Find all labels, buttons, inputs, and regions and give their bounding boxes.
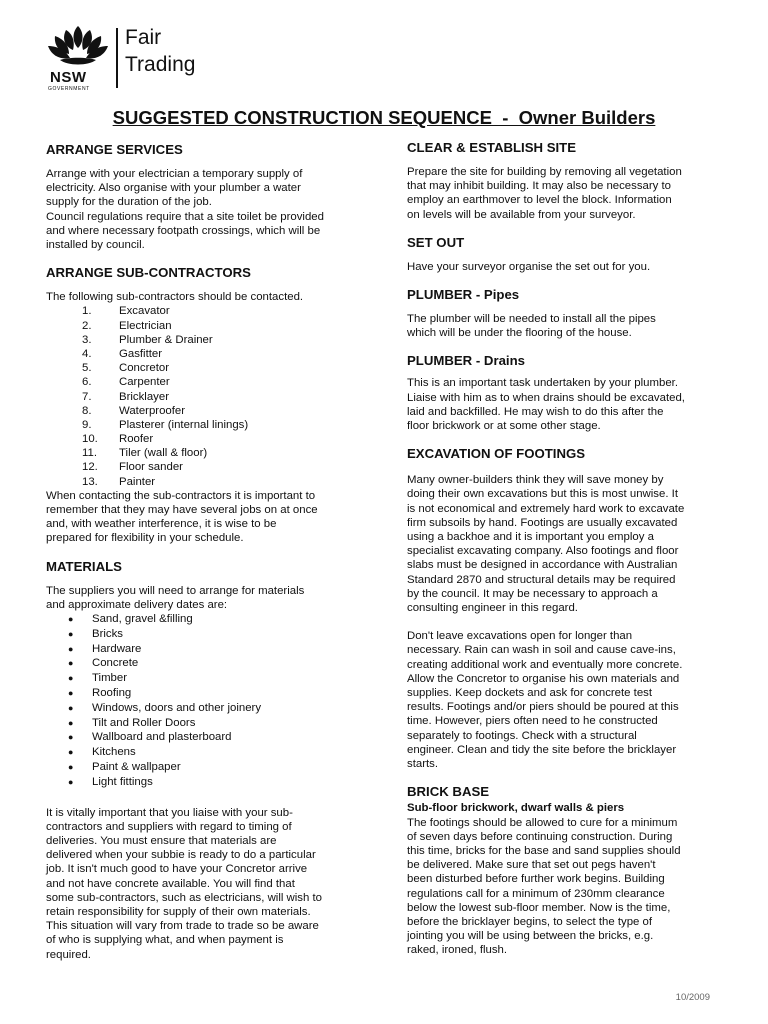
list-item: ● Light fittings: [68, 775, 153, 788]
list-item: 3. Plumber & Drainer: [82, 333, 213, 346]
list-item: 1. Excavator: [82, 305, 170, 318]
brick-base-subheading: Sub-floor brickwork, dwarf walls & piers: [407, 802, 625, 815]
list-item: 12. Floor sander: [82, 461, 183, 474]
list-item: 5. Concretor: [82, 362, 170, 375]
heading-plumber-drains: PLUMBER - Drains: [407, 353, 525, 369]
list-item: 4. Gasfitter: [82, 347, 163, 360]
list-item: 2. Electrician: [82, 319, 172, 332]
bullet-icon: ●: [68, 673, 74, 684]
bullet-icon: ●: [68, 628, 74, 639]
nsw-wordmark: NSW: [50, 69, 87, 86]
bullet-icon: ●: [68, 643, 74, 654]
plumber-drains-text: This is an important task undertaken by your plumber. Liaise with him as to when drains should be excavated, laid and backfilled. He may wish to do this after the floor brickwork or at some other stage.: [407, 377, 685, 433]
list-item: ● Sand, gravel &filling: [68, 613, 193, 626]
materials-note: It is vitally important that you liaise with your sub- contractors and suppliers with regard to timing of deliveries. You must ensure that materials are delivered when your subbie is ready to do a particular job. It isn't much good to have your Concretor arrive and not have concrete available. You will find that some sub-contractors, such as electricians, will wish to retain responsibility for supply of their own materials. This situation will vary from trade to trade so be aware of who is supplying what, and when payment is required.: [46, 806, 323, 961]
subcontractor-list: [46, 304, 368, 488]
list-item: ● Bricks: [68, 627, 124, 640]
bullet-icon: ●: [68, 614, 74, 625]
heading-materials: MATERIALS: [46, 558, 122, 574]
bullet-icon: ●: [68, 702, 74, 713]
brick-base-text: The footings should be allowed to cure for a minimum of seven days before continuing construction. During this time, bricks for the base and sand supplies should be delivered. Make sure that set out pegs haven't been disturbed before further work begins. Building regulations call for a minimum of 230mm clearance below the lowest sub-floor member. Now is the time, before the bricklayer begins, to select the type of jointing you will be using between the bricks, e.g. raked, ironed, flush.: [407, 816, 681, 957]
waratah-flower-icon: [46, 24, 110, 68]
list-item: 10. Roofer: [82, 433, 154, 446]
footer-date: 10/2009: [675, 992, 710, 1003]
plumber-pipes-text: The plumber will be needed to install all the pipes which will be under the flooring of the house.: [407, 313, 656, 340]
government-wordmark: GOVERNMENT: [48, 86, 90, 92]
list-item: ● Roofing: [68, 687, 132, 700]
list-item: 8. Waterproofer: [82, 404, 186, 417]
bullet-icon: ●: [68, 658, 74, 669]
list-item: ● Windows, doors and other joinery: [68, 701, 262, 714]
list-item: 13. Painter: [82, 475, 156, 488]
bullet-icon: ●: [68, 776, 74, 787]
excavation-text-1: Many owner-builders think they will save money by doing their own excavations but this is most unwise. It is not economical and extremely hard work to excavate firm subsoils by hand. Footings are usually excavated using a backhoe and it is important you employ a specialist excavating company. Also footings and floor slabs must be designed in accordance with Australian Standard 2870 and structural details may be required by the council. It may be necessary to approach a consulting engineer in this regard.: [407, 474, 685, 615]
bullet-icon: ●: [68, 688, 74, 699]
logo-divider: [116, 28, 118, 88]
list-item: 11. Tiler (wall & floor): [82, 447, 208, 460]
fair-wordmark: Fair: [125, 26, 162, 49]
right-column: [407, 139, 727, 958]
heading-set-out: SET OUT: [407, 234, 465, 250]
page-title: SUGGESTED CONSTRUCTION SEQUENCE - Owner Builders: [112, 107, 656, 128]
materials-list: [46, 612, 368, 790]
bullet-icon: ●: [68, 732, 74, 743]
list-item: ● Concrete: [68, 657, 139, 670]
heading-arrange-services: ARRANGE SERVICES: [46, 142, 183, 157]
excavation-text-2: Don't leave excavations open for longer than necessary. Rain can wash in soil and cause cave-ins, creating additional work and eventually more concrete. Allow the Concretor to organise his own materials and supplies. Keep dockets and ask for concrete test results. Footings and/or piers should be poured at this time. However, piers often need to he constructed separately to footings. Check with a structural engineer. Clean and tidy the site before the bricklayer starts.: [407, 630, 683, 771]
heading-excavation-footings: EXCAVATION OF FOOTINGS: [407, 446, 586, 462]
left-column: [46, 141, 368, 962]
set-out-text: Have your surveyor organise the set out for you.: [407, 260, 651, 273]
list-item: ● Kitchens: [68, 746, 136, 759]
clear-site-text: Prepare the site for building by removing all vegetation that may inhibit building. It may also be necessary to employ an earthmover to level the block. Information on levels will be available from your surveyor.: [407, 166, 682, 221]
subcontractors-note: When contacting the sub-contractors it is important to remember that they may have several jobs on at once and, with weather interference, it is wise to be prepared for flexibility in your schedule.: [46, 489, 318, 545]
bullet-icon: ●: [68, 762, 74, 773]
heading-arrange-subcontractors: ARRANGE SUB-CONTRACTORS: [46, 265, 251, 281]
list-item: 7. Bricklayer: [82, 390, 170, 403]
nsw-fair-trading-logo: [46, 24, 216, 90]
list-item: ● Timber: [68, 672, 128, 685]
list-item: 9. Plasterer (internal linings): [82, 418, 249, 431]
list-item: ● Wallboard and plasterboard: [68, 731, 232, 744]
bullet-icon: ●: [68, 747, 74, 758]
bullet-icon: ●: [68, 717, 74, 728]
list-item: ● Paint & wallpaper: [68, 761, 181, 774]
list-item: ● Tilt and Roller Doors: [68, 716, 196, 729]
list-item: ● Hardware: [68, 642, 142, 655]
arrange-services-text: Arrange with your electrician a temporary supply of electricity. Also organise with your plumber a water supply for the duration of the job. Council regulations require that a site toilet be provided and where necessary footpath crossings, which will be installed by council.: [46, 168, 324, 252]
subcontractors-intro: The following sub-contractors should be contacted.: [46, 291, 304, 304]
list-item: 6. Carpenter: [82, 376, 170, 389]
materials-intro: The suppliers you will need to arrange for materials and approximate delivery dates are:: [46, 584, 305, 611]
heading-brick-base: BRICK BASE: [407, 784, 490, 800]
heading-plumber-pipes: PLUMBER - Pipes: [407, 287, 520, 303]
heading-clear-establish-site: CLEAR & ESTABLISH SITE: [407, 140, 577, 155]
trading-wordmark: Trading: [125, 53, 196, 76]
